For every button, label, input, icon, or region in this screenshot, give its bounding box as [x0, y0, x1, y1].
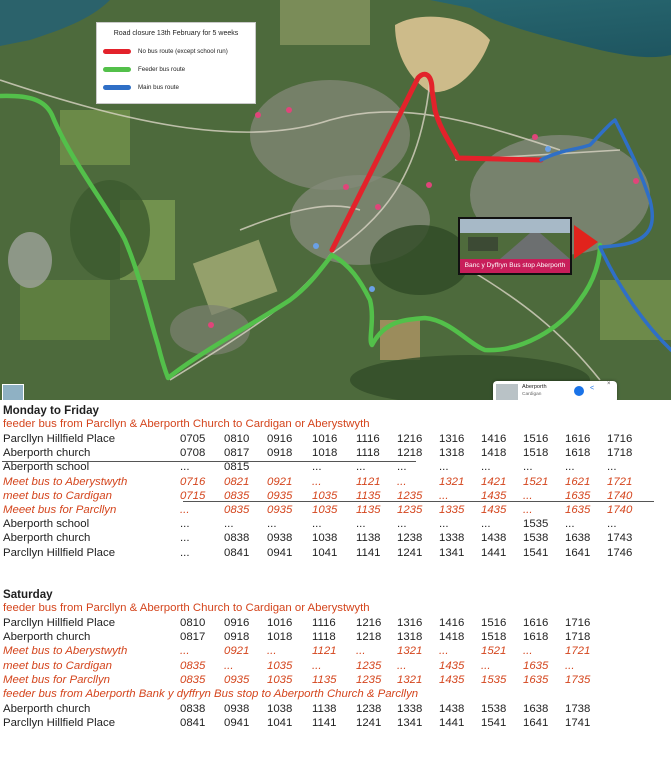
- departure-time: 0938: [224, 703, 250, 715]
- departure-time: 1135: [356, 504, 381, 516]
- departure-time: 1721: [565, 645, 591, 658]
- departure-time: 1235: [397, 504, 423, 516]
- departure-time: 0921: [224, 645, 250, 658]
- timetable-row: [0, 460, 671, 474]
- legend-swatch-red: [103, 49, 131, 54]
- share-icon[interactable]: <: [590, 385, 595, 392]
- stop-name: Aberporth church: [3, 447, 91, 460]
- timetable-row: [0, 702, 671, 716]
- layers-toggle[interactable]: [2, 384, 24, 400]
- departure-time: 1740: [607, 489, 633, 502]
- departure-time: ...: [224, 659, 234, 672]
- departure-time: 1138: [312, 703, 337, 715]
- departure-time: 1035: [312, 489, 338, 502]
- departure-time: 1738: [565, 703, 591, 715]
- departure-time: 1438: [439, 703, 465, 715]
- departure-time: ...: [356, 645, 366, 658]
- legend-label-no-bus: No bus route (except school run): [138, 48, 228, 55]
- departure-time: 1541: [523, 546, 549, 559]
- departure-time: ...: [565, 461, 575, 474]
- departure-time: 1016: [312, 433, 338, 445]
- departure-time: 1121: [312, 645, 337, 658]
- place-subtitle: Cardigan: [522, 392, 542, 397]
- departure-time: 1618: [523, 631, 549, 644]
- departure-time: 1235: [356, 673, 382, 686]
- departure-time: 1416: [439, 617, 465, 629]
- departure-time: 1238: [356, 703, 382, 715]
- departure-time: 1318: [397, 631, 423, 644]
- departure-time: 1618: [565, 447, 591, 460]
- departure-time: ...: [607, 461, 617, 474]
- timetable-row: [0, 546, 671, 560]
- departure-time: 1235: [397, 489, 423, 502]
- departure-time: 1038: [267, 703, 293, 715]
- departure-time: 1316: [439, 433, 465, 445]
- departure-time: 1238: [397, 532, 423, 545]
- departure-time: 1338: [397, 703, 423, 715]
- departure-time: 1318: [439, 447, 465, 460]
- departure-time: 1635: [565, 504, 591, 516]
- departure-time: 1135: [356, 489, 381, 502]
- departure-time: ...: [312, 659, 322, 672]
- close-icon[interactable]: ×: [607, 381, 611, 387]
- timetable-row: [0, 531, 671, 545]
- departure-time: 1335: [439, 504, 465, 516]
- departure-time: ...: [312, 475, 322, 488]
- departure-time: 1621: [565, 475, 591, 488]
- departure-time: 1141: [312, 717, 337, 730]
- departure-time: 1135: [312, 673, 337, 686]
- departure-time: 0918: [224, 631, 250, 644]
- departure-time: ...: [397, 659, 407, 672]
- departure-time: 1435: [439, 659, 465, 672]
- departure-time: 0918: [267, 447, 293, 460]
- departure-time: 1641: [565, 546, 591, 559]
- departure-time: 1341: [397, 717, 423, 730]
- departure-time: 1116: [356, 433, 380, 445]
- timetable-row: [0, 475, 671, 489]
- departure-time: ...: [397, 518, 407, 531]
- departure-time: 1041: [312, 546, 338, 559]
- departure-time: 1421: [481, 475, 507, 488]
- departure-time: 0716: [180, 475, 206, 488]
- departure-time: 1516: [523, 433, 549, 445]
- departure-time: 1321: [397, 673, 423, 686]
- departure-time: 1416: [481, 433, 507, 445]
- departure-time: 1441: [481, 546, 507, 559]
- departure-time: ...: [356, 461, 366, 474]
- weekday-heading: Monday to Friday: [3, 404, 99, 417]
- departure-time: 0916: [267, 433, 293, 445]
- departure-time: 0838: [180, 703, 206, 715]
- departure-time: 0810: [180, 617, 206, 629]
- stop-name: Meet bus for Parcllyn: [3, 673, 110, 686]
- departure-time: ...: [439, 518, 449, 531]
- stop-name: Parcllyn Hillfield Place: [3, 433, 116, 445]
- departure-time: ...: [397, 461, 407, 474]
- legend-label-feeder: Feeder bus route: [138, 66, 186, 73]
- stop-name: Parcllyn Hillfield Place: [3, 717, 116, 730]
- departure-time: ...: [224, 518, 234, 531]
- departure-time: 0841: [224, 546, 250, 559]
- departure-time: 1518: [481, 631, 507, 644]
- timetable-row: [0, 659, 671, 673]
- departure-time: 1616: [565, 433, 591, 445]
- departure-time: ...: [481, 461, 491, 474]
- departure-time: 1038: [312, 532, 338, 545]
- departure-time: 1218: [356, 631, 382, 644]
- stop-name: Meet bus to Aberystwyth: [3, 645, 128, 658]
- departure-time: ...: [439, 461, 449, 474]
- photo-image: [460, 219, 570, 259]
- departure-time: 1741: [565, 717, 591, 730]
- saturday-heading: Saturday: [3, 588, 53, 601]
- departure-time: 0821: [224, 475, 250, 488]
- departure-time: 1016: [267, 617, 293, 629]
- divider: [2, 461, 416, 462]
- timetable-row: [0, 673, 671, 687]
- departure-time: 1241: [356, 717, 382, 730]
- departure-time: ...: [356, 518, 366, 531]
- departure-time: 1718: [565, 631, 591, 644]
- departure-time: 0935: [224, 673, 250, 686]
- departure-time: 0938: [267, 532, 293, 545]
- departure-time: ...: [565, 518, 575, 531]
- departure-time: 0935: [267, 504, 293, 516]
- departure-time: ...: [312, 518, 322, 531]
- timetable-row: [0, 517, 671, 531]
- departure-time: 1635: [523, 659, 549, 672]
- legend-swatch-blue: [103, 85, 131, 90]
- stop-name: Aberporth school: [3, 461, 90, 474]
- departure-time: ...: [267, 518, 277, 531]
- departure-time: ...: [481, 518, 491, 531]
- departure-time: 1638: [565, 532, 591, 545]
- place-card[interactable]: [493, 381, 617, 400]
- departure-time: 1535: [481, 673, 507, 686]
- departure-time: 0916: [224, 617, 250, 629]
- place-title: Aberporth: [522, 384, 547, 390]
- stop-name: Aberporth church: [3, 703, 91, 715]
- departure-time: 1216: [397, 433, 423, 445]
- departure-time: 1641: [523, 717, 549, 730]
- departure-time: 1118: [356, 447, 380, 460]
- departure-time: 1538: [523, 532, 549, 545]
- legend-label-main: Main bus route: [138, 84, 179, 91]
- departure-time: 1735: [565, 673, 591, 686]
- departure-time: 1035: [267, 659, 293, 672]
- departure-time: 1418: [439, 631, 465, 644]
- departure-time: ...: [607, 518, 617, 531]
- pointer-arrow-icon: [574, 225, 598, 259]
- departure-time: 1116: [312, 617, 336, 629]
- departure-time: ...: [523, 645, 533, 658]
- departure-time: 1521: [481, 645, 507, 658]
- departure-time: 1018: [267, 631, 293, 644]
- departure-time: 1218: [397, 447, 423, 460]
- stop-name: Parcllyn Hillfield Place: [3, 617, 116, 629]
- departure-time: 0941: [267, 546, 293, 559]
- departure-time: 1316: [397, 617, 423, 629]
- saturday-subheading: feeder bus from Parcllyn & Aberporth Church to Cardigan or Aberystwyth: [3, 602, 370, 614]
- legend-swatch-green: [103, 67, 131, 72]
- directions-icon[interactable]: [574, 386, 584, 396]
- departure-time: ...: [312, 461, 322, 474]
- departure-time: ...: [267, 645, 277, 658]
- weekday-subheading: feeder bus from Parcllyn & Aberporth Church to Cardigan or Aberystwyth: [3, 418, 370, 430]
- place-thumbnail: [496, 384, 518, 400]
- departure-time: 1435: [481, 489, 507, 502]
- departure-time: 1740: [607, 504, 633, 516]
- departure-time: 1541: [481, 717, 507, 730]
- departure-time: 1638: [523, 703, 549, 715]
- departure-time: 1341: [439, 546, 465, 559]
- departure-time: 1521: [523, 475, 549, 488]
- departure-time: 1438: [481, 532, 507, 545]
- departure-time: 1321: [397, 645, 423, 658]
- departure-time: 0705: [180, 433, 206, 445]
- departure-time: ...: [439, 645, 449, 658]
- timetable-row: [0, 716, 671, 730]
- departure-time: ...: [439, 489, 449, 502]
- stop-name: Aberporth church: [3, 631, 91, 644]
- departure-time: 1435: [481, 504, 507, 516]
- departure-time: 1746: [607, 546, 633, 559]
- departure-time: 1518: [523, 447, 549, 460]
- departure-time: ...: [180, 518, 190, 531]
- departure-time: 1118: [312, 631, 336, 644]
- departure-time: 1535: [523, 518, 549, 531]
- saturday-return-heading: feeder bus from Aberporth Bank y dyffryn Bus stop to Aberporth Church & Parcllyn: [3, 688, 419, 700]
- departure-time: 1635: [565, 489, 591, 502]
- departure-time: ...: [397, 475, 407, 488]
- timetable-row: [0, 630, 671, 644]
- departure-time: 0810: [224, 433, 250, 445]
- departure-time: 1338: [439, 532, 465, 545]
- departure-time: 0841: [180, 717, 206, 730]
- photo-caption: Banc y Dyffryn Bus stop Aberporth: [460, 259, 570, 273]
- departure-time: 0838: [224, 532, 250, 545]
- departure-time: 0815: [224, 461, 250, 474]
- departure-time: 1035: [267, 673, 293, 686]
- departure-time: 0835: [180, 659, 206, 672]
- departure-time: 1718: [607, 447, 633, 460]
- departure-time: 1121: [356, 475, 381, 488]
- divider: [183, 501, 654, 502]
- departure-time: ...: [523, 504, 533, 516]
- departure-time: 0715: [180, 489, 206, 502]
- timetable-row: [0, 503, 671, 517]
- departure-time: ...: [180, 504, 190, 516]
- timetable-row: [0, 644, 671, 658]
- departure-time: 1516: [481, 617, 507, 629]
- stop-name: meet bus to Cardigan: [3, 659, 112, 672]
- departure-time: ...: [481, 659, 491, 672]
- stop-name: Meeet bus for Parcllyn: [3, 504, 117, 516]
- departure-time: 1241: [397, 546, 423, 559]
- timetable: [0, 400, 671, 761]
- departure-time: 1321: [439, 475, 465, 488]
- timetable-row: [0, 616, 671, 630]
- timetable-row: [0, 446, 671, 460]
- departure-time: 0835: [180, 673, 206, 686]
- stop-name: Meet bus to Aberystwyth: [3, 475, 128, 488]
- departure-time: 1716: [607, 433, 633, 445]
- departure-time: 1141: [356, 546, 381, 559]
- departure-time: 0941: [224, 717, 250, 730]
- legend-title: Road closure 13th February for 5 weeks: [113, 30, 239, 37]
- departure-time: ...: [180, 461, 190, 474]
- departure-time: 1235: [356, 659, 382, 672]
- departure-time: 1041: [267, 717, 293, 730]
- stop-name: Aberporth church: [3, 532, 91, 545]
- departure-time: 1743: [607, 532, 633, 545]
- departure-time: 1216: [356, 617, 382, 629]
- departure-time: 0817: [224, 447, 250, 460]
- departure-time: ...: [180, 546, 190, 559]
- timetable-row: [0, 432, 671, 446]
- map-legend: [96, 22, 256, 104]
- departure-time: 0835: [224, 504, 250, 516]
- departure-time: 0921: [267, 475, 293, 488]
- departure-time: 0708: [180, 447, 206, 460]
- departure-time: ...: [523, 489, 533, 502]
- departure-time: 1035: [312, 504, 338, 516]
- departure-time: 0817: [180, 631, 206, 644]
- stop-name: Parcllyn Hillfield Place: [3, 546, 116, 559]
- departure-time: 1616: [523, 617, 549, 629]
- bus-stop-photo: [458, 217, 572, 275]
- departure-time: 1716: [565, 617, 591, 629]
- departure-time: ...: [523, 461, 533, 474]
- departure-time: ...: [180, 645, 190, 658]
- departure-time: 1538: [481, 703, 507, 715]
- departure-time: 1138: [356, 532, 381, 545]
- departure-time: 0835: [224, 489, 250, 502]
- departure-time: 1441: [439, 717, 465, 730]
- stop-name: Aberporth school: [3, 518, 90, 531]
- departure-time: 1635: [523, 673, 549, 686]
- departure-time: ...: [180, 532, 190, 545]
- departure-time: 0935: [267, 489, 293, 502]
- departure-time: 1418: [481, 447, 507, 460]
- departure-time: ...: [565, 659, 575, 672]
- stop-name: meet bus to Cardigan: [3, 489, 112, 502]
- departure-time: 1435: [439, 673, 465, 686]
- departure-time: 1721: [607, 475, 633, 488]
- departure-time: 1018: [312, 447, 338, 460]
